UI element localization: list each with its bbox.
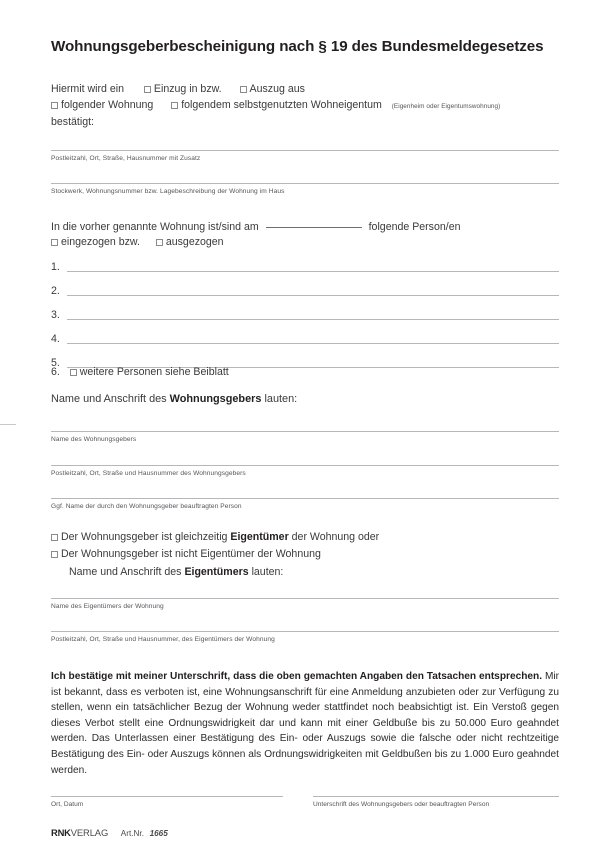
legal-lead: Ich bestätige mit meiner Unterschrift, dass die oben gemachten Angaben den Tatsachen entsprechen. [51,671,543,682]
signature-label: Unterschrift des Wohnungsgebers oder beauftragten Person [313,801,490,808]
checkbox-weitere-personen-label: weitere Personen siehe Beiblatt [79,366,229,378]
checkbox-nicht-eigentuemer-label: Der Wohnungsgeber ist nicht Eigentümer der Wohnung [61,548,321,560]
person-line-3[interactable] [67,319,559,320]
checkbox-ist-eigentuemer-label-pre: Der Wohnungsgeber ist gleichzeitig [61,531,228,543]
checkbox-folgender-wohnung[interactable] [51,102,58,109]
movement-text-after: folgende Person/en [368,221,461,233]
place-date-line[interactable] [51,796,283,797]
checkbox-auszug-label: Auszug aus [249,83,305,95]
checkbox-wohneigentum-label: folgendem selbstgenutzten Wohneigentum [181,99,382,111]
owner-heading-suffix: lauten: [251,566,284,578]
owner-field-0-line[interactable] [51,598,559,599]
landlord-heading-prefix: Name und Anschrift des [51,393,167,405]
intro-confirm-text: bestätigt: [51,116,94,128]
landlord-field-2-line[interactable] [51,498,559,499]
person-line-2[interactable] [67,295,559,296]
person-number-5: 5. [51,357,60,369]
landlord-heading-suffix: lauten: [264,393,298,405]
checkbox-ist-eigentuemer-label-bold: Eigentümer [230,531,289,543]
landlord-field-1-label: Postleitzahl, Ort, Straße und Hausnummer des Wohnungsgebers [51,470,246,477]
person-number-3: 3. [51,309,60,321]
registration-fold-mark [0,424,16,425]
landlord-heading-bold: Wohnungsgebers [169,393,262,405]
move-date-blank[interactable] [266,218,362,228]
signature-line[interactable] [313,796,559,797]
checkbox-eingezogen-label: eingezogen bzw. [61,236,140,248]
movement-text-before: In die vorher genannte Wohnung ist/sind am [51,221,259,233]
intro-row-wohnung-eigentum [51,99,500,113]
checkbox-auszug[interactable] [240,86,247,93]
footer [51,827,168,838]
article-number: 1665 [149,829,168,838]
intro-row-einzug-auszug [51,83,305,96]
movement-row [51,218,461,234]
owner-heading-prefix: Name und Anschrift des [69,566,182,578]
owner-heading [69,566,283,579]
owner-field-1-line[interactable] [51,631,559,632]
checkbox-weitere-personen[interactable] [70,369,77,376]
checkbox-ausgezogen-label: ausgezogen [165,236,224,248]
checkbox-eingezogen[interactable] [51,239,58,246]
legal-body: Mir ist bekannt, dass es verboten ist, eine Wohnungsanschrift für eine Anmeldung anzubieten oder zur Verfügung zu stellen, wenn ein tatsächlicher Bezug der Wohnung weder stattfindet noch beabsichtigt ist. Ein Verstoß gegen dieses Verbot stellt eine Ordnungswidrigkeit dar und kann mit einer Geldbuße bis zu 50.000 Euro geahndet werden. Das Unterlassen einer Bestätigung des Ein- oder Auszugs sowie die falsche oder nicht rechtzeitige Bestätigung des Ein- oder Auszugs können als Ordnungswidrigkeiten mit Geldbußen bis zu 1.000 Euro geahndet werden. [51,671,559,776]
owner-field-1-label: Postleitzahl, Ort, Straße und Hausnummer, des Eigentümers der Wohnung [51,636,275,643]
intro-lead-text: Hiermit wird ein [51,83,124,95]
person-number-1: 1. [51,261,60,273]
checkbox-einzug-label: Einzug in bzw. [153,83,222,95]
person-row-6 [51,366,229,379]
wohneigentum-note: (Eigenheim oder Eigentumswohnung) [391,103,501,110]
person-line-4[interactable] [67,343,559,344]
owner-option-not-owner-row [51,548,321,561]
checkbox-ausgezogen[interactable] [156,239,163,246]
legal-paragraph [51,669,559,778]
place-date-label: Ort, Datum [51,801,84,808]
landlord-field-0-label: Name des Wohnungsgebers [51,436,137,443]
publisher-brand-bold: RNK [51,827,71,838]
article-label: Art.Nr. [120,829,144,838]
owner-heading-bold: Eigentümers [184,566,249,578]
checkbox-folgender-wohnung-label: folgender Wohnung [61,99,154,111]
person-line-1[interactable] [67,271,559,272]
movement-options-row [51,236,224,249]
dwelling-field-1-label: Stockwerk, Wohnungsnummer bzw. Lagebeschreibung der Wohnung im Haus [51,188,285,195]
landlord-field-1-line[interactable] [51,465,559,466]
dwelling-field-1-line[interactable] [51,183,559,184]
landlord-field-0-line[interactable] [51,431,559,432]
owner-field-0-label: Name des Eigentümers der Wohnung [51,603,164,610]
dwelling-field-0-label: Postleitzahl, Ort, Straße, Hausnummer mit Zusatz [51,155,201,162]
checkbox-einzug[interactable] [144,86,151,93]
checkbox-nicht-eigentuemer[interactable] [51,551,58,558]
checkbox-ist-eigentuemer[interactable] [51,534,58,541]
dwelling-field-0-line[interactable] [51,150,559,151]
landlord-field-2-label: Ggf. Name der durch den Wohnungsgeber beauftragten Person [51,503,242,510]
checkbox-wohneigentum[interactable] [171,102,178,109]
landlord-heading [51,393,297,406]
owner-option-is-owner-row [51,531,379,544]
person-number-2: 2. [51,285,60,297]
checkbox-ist-eigentuemer-label-post: der Wohnung oder [291,531,380,543]
publisher-brand-rest: VERLAG [70,827,109,838]
person-number-6: 6. [51,366,60,378]
person-number-4: 4. [51,333,60,345]
page-title: Wohnungsgeberbescheinigung nach § 19 des Bundesmeldegesetzes [51,38,544,55]
